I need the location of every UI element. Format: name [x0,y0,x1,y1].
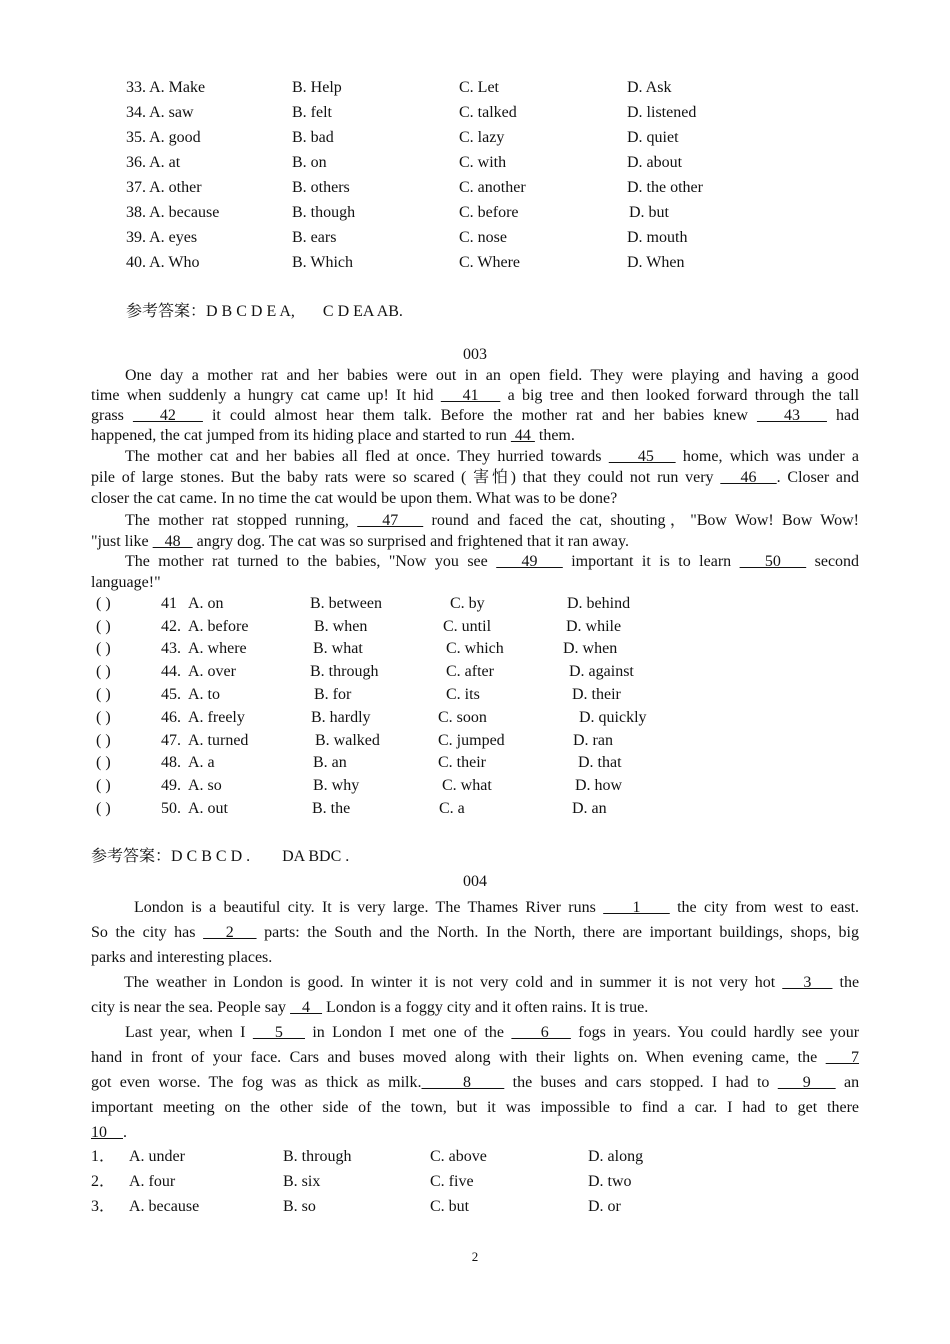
option-a: 35. A. good [126,129,201,146]
question-number: 48. [161,754,181,771]
option-a: A. freely [188,709,245,726]
option-b: B. others [292,179,350,196]
option-b: B. Help [292,79,342,96]
question-row [96,798,696,820]
option-b: B. through [283,1148,352,1165]
question-row [96,593,696,615]
option-c: C. Where [459,254,521,271]
question-row [126,77,826,99]
blank-5[interactable]: 5 [252,1024,305,1041]
blank-43[interactable]: 43 [756,407,827,424]
question-row [126,127,826,149]
blank-8[interactable]: 8 [421,1074,505,1091]
option-a: A. so [188,777,222,794]
option-c: C. but [430,1198,470,1215]
blank-1[interactable]: 1 [603,899,670,916]
option-a: A. four [129,1173,176,1190]
question-number: 42. [161,618,181,635]
option-d: D. behind [567,595,631,612]
blank-3[interactable]: 3 [782,974,833,991]
option-d: D. two [588,1173,632,1190]
answer-bracket[interactable]: ( ) [96,686,111,703]
option-a: A. to [188,686,220,703]
passage-line: The mother rat turned to the babies, "Now you see 49 important it is to learn 50 second [125,553,860,570]
option-c: C. after [446,663,494,680]
option-a: A. on [188,595,224,612]
question-number: 43. [161,640,181,657]
blank-10[interactable]: 10 [91,1124,123,1141]
option-c: C. their [438,754,486,771]
question-row [96,616,696,638]
blank-6[interactable]: 6 [511,1024,571,1041]
question-number: 47. [161,732,181,749]
passage-line: The mother cat and her babies all fled at once. They hurried towards 45 home, which was under a [125,448,860,465]
blank-44[interactable]: 44 [510,427,535,444]
passage-line: So the city has 2 parts: the South and the North. In the North, there are important buildings, shops, big [91,924,860,941]
question-number: 3． [91,1198,116,1215]
question-row [91,1196,711,1218]
question-row [96,775,696,797]
passage-line: important meeting on the other side of the town, but it was impossible to find a car. I had to get there [91,1099,859,1116]
option-c: C. lazy [459,129,505,146]
question-number: 1． [91,1148,116,1165]
answer-bracket[interactable]: ( ) [96,732,111,749]
option-c: C. five [430,1173,474,1190]
option-b: B. why [313,777,360,794]
option-b: B. hardly [311,709,371,726]
question-row [96,638,696,660]
option-d: D. quiet [627,129,679,146]
passage-line: 10 . [91,1124,127,1141]
passage-line: pile of large stones. But the baby rats were so scared ( 害怕) that they could not run very 46 . Closer and [91,469,860,486]
question-row [96,707,696,729]
option-d: D. Ask [627,79,672,96]
option-d: D. quickly [579,709,647,726]
option-a: A. a [188,754,215,771]
passage-line: city is near the sea. People say 4 London is a foggy city and it often rains. It is true. [91,999,649,1016]
question-row [96,752,696,774]
passage-line: parks and interesting places. [91,949,273,966]
option-b: B. Which [292,254,354,271]
passage-line: "just like 48 angry dog. The cat was so surprised and frightened that it ran away. [91,533,629,550]
option-d: D. when [563,640,618,657]
answer-key-003: 参考答案：D C B C D . DA BDC . [91,848,350,865]
option-a: A. because [129,1198,200,1215]
question-row [126,202,826,224]
blank-9[interactable]: 9 [777,1074,836,1091]
blank-50[interactable]: 50 [739,553,807,570]
question-row [126,227,826,249]
answer-bracket[interactable]: ( ) [96,754,111,771]
section-title-003: 003 [463,346,487,363]
option-c: C. nose [459,229,507,246]
option-a: A. out [188,800,228,817]
option-c: C. above [430,1148,487,1165]
option-b: B. felt [292,104,332,121]
answer-bracket[interactable]: ( ) [96,777,111,794]
option-c: C. with [459,154,507,171]
option-a: 40. A. Who [126,254,200,271]
option-b: B. ears [292,229,337,246]
option-a: 38. A. because [126,204,220,221]
question-row [96,661,696,683]
blank-7[interactable]: 7 [825,1049,860,1066]
blank-42[interactable]: 42 [132,407,203,424]
option-d: D. mouth [627,229,688,246]
option-d: D. an [572,800,607,817]
question-number: 45. [161,686,181,703]
answer-bracket[interactable]: ( ) [96,618,111,635]
answer-bracket[interactable]: ( ) [96,640,111,657]
blank-46[interactable]: 46 [720,469,777,486]
passage-line: grass 42 it could almost hear them talk. Before the mother rat and her babies knew 43 had [91,407,860,424]
blank-41[interactable]: 41 [440,387,501,404]
option-c: C. until [443,618,492,635]
option-a: A. over [188,663,236,680]
option-b: B. when [314,618,368,635]
passage-line: happened, the cat jumped from its hiding place and started to run 44 them. [91,427,575,444]
option-a: 34. A. saw [126,104,194,121]
question-number: 49. [161,777,181,794]
option-b: B. walked [315,732,380,749]
question-number: 50. [161,800,181,817]
option-b: B. the [312,800,351,817]
option-b: B. what [313,640,363,657]
option-b: B. so [283,1198,316,1215]
option-b: B. on [292,154,327,171]
passage-line: got even worse. The fog was as thick as milk. 8 the buses and cars stopped. I had to 9 an [91,1074,860,1091]
answer-bracket[interactable]: ( ) [96,663,111,680]
option-b: B. between [310,595,382,612]
question-row [91,1171,711,1193]
answer-bracket[interactable]: ( ) [96,595,111,612]
option-b: B. six [283,1173,321,1190]
option-b: B. an [313,754,347,771]
option-c: C. what [442,777,492,794]
passage-line: The weather in London is good. In winter it is not very cold and in summer it is not very hot 3 the [124,974,860,991]
option-d: D. along [588,1148,644,1165]
question-row [126,102,826,124]
passage-line: The mother rat stopped running, 47 round and faced the cat, shouting，"Bow Wow! Bow Wow! [125,512,859,529]
option-c: C. jumped [438,732,505,749]
option-d: D. listened [627,104,697,121]
option-b: B. for [314,686,352,703]
option-d: D. the other [627,179,703,196]
option-c: C. talked [459,104,517,121]
page-number: 2 [471,1249,479,1264]
passage-line: time when suddenly a hungry cat came up! It hid 41 a big tree and then looked forward through the tall [91,387,860,404]
question-row [96,684,696,706]
option-b: B. bad [292,129,334,146]
blank-48[interactable]: 48 [152,533,193,550]
passage-line: Last year, when I 5 in London I met one of the 6 fogs in years. You could hardly see your [125,1024,860,1041]
answer-bracket[interactable]: ( ) [96,709,111,726]
question-number: 46. [161,709,181,726]
passage-line: hand in front of your face. Cars and buses moved along with their lights on. When evening came, the 7 [91,1049,860,1066]
option-a: 33. A. Make [126,79,206,96]
option-d: D. their [572,686,621,703]
question-row [96,730,696,752]
option-a: A. where [188,640,247,657]
option-d: D. that [578,754,622,771]
passage-line: language!" [91,574,161,591]
option-a: 37. A. other [126,179,202,196]
option-c: C. soon [438,709,487,726]
question-number: 44. [161,663,181,680]
question-number: 2． [91,1173,116,1190]
option-b: B. though [292,204,356,221]
question-row [126,152,826,174]
option-c: C. a [439,800,465,817]
answer-bracket[interactable]: ( ) [96,800,111,817]
option-d: D. against [569,663,634,680]
option-d: D. When [627,254,685,271]
section-title-004: 004 [463,873,487,890]
answer-key-002: 参考答案：D B C D E A, C D EA AB. [126,303,403,320]
option-c: C. which [446,640,504,657]
option-d: D. how [575,777,623,794]
question-row [126,177,826,199]
question-row [126,252,826,274]
option-d: D. about [627,154,683,171]
option-c: C. Let [459,79,499,96]
option-d: D. while [566,618,622,635]
option-b: B. through [310,663,379,680]
option-d: D. or [588,1198,621,1215]
question-number: 41 [161,595,177,612]
blank-47[interactable]: 47 [357,512,424,529]
option-a: A. turned [188,732,249,749]
blank-49[interactable]: 49 [496,553,563,570]
option-c: C. its [446,686,480,703]
blank-45[interactable]: 45 [608,448,676,465]
option-d: D. but [629,204,669,221]
option-c: C. before [459,204,519,221]
option-a: A. before [188,618,249,635]
option-c: C. another [459,179,526,196]
option-a: 39. A. eyes [126,229,198,246]
blank-4[interactable]: 4 [290,999,323,1016]
option-a: A. under [129,1148,185,1165]
blank-2[interactable]: 2 [203,924,257,941]
option-c: C. by [450,595,485,612]
passage-line: One day a mother rat and her babies were out in an open field. They were playing and having a good [125,367,859,384]
question-row [91,1146,711,1168]
option-d: D. ran [573,732,613,749]
passage-line: London is a beautiful city. It is very large. The Thames River runs 1 the city from west to east. [134,899,860,916]
passage-line: closer the cat came. In no time the cat would be upon them. What was to be done? [91,490,618,507]
option-a: 36. A. at [126,154,181,171]
